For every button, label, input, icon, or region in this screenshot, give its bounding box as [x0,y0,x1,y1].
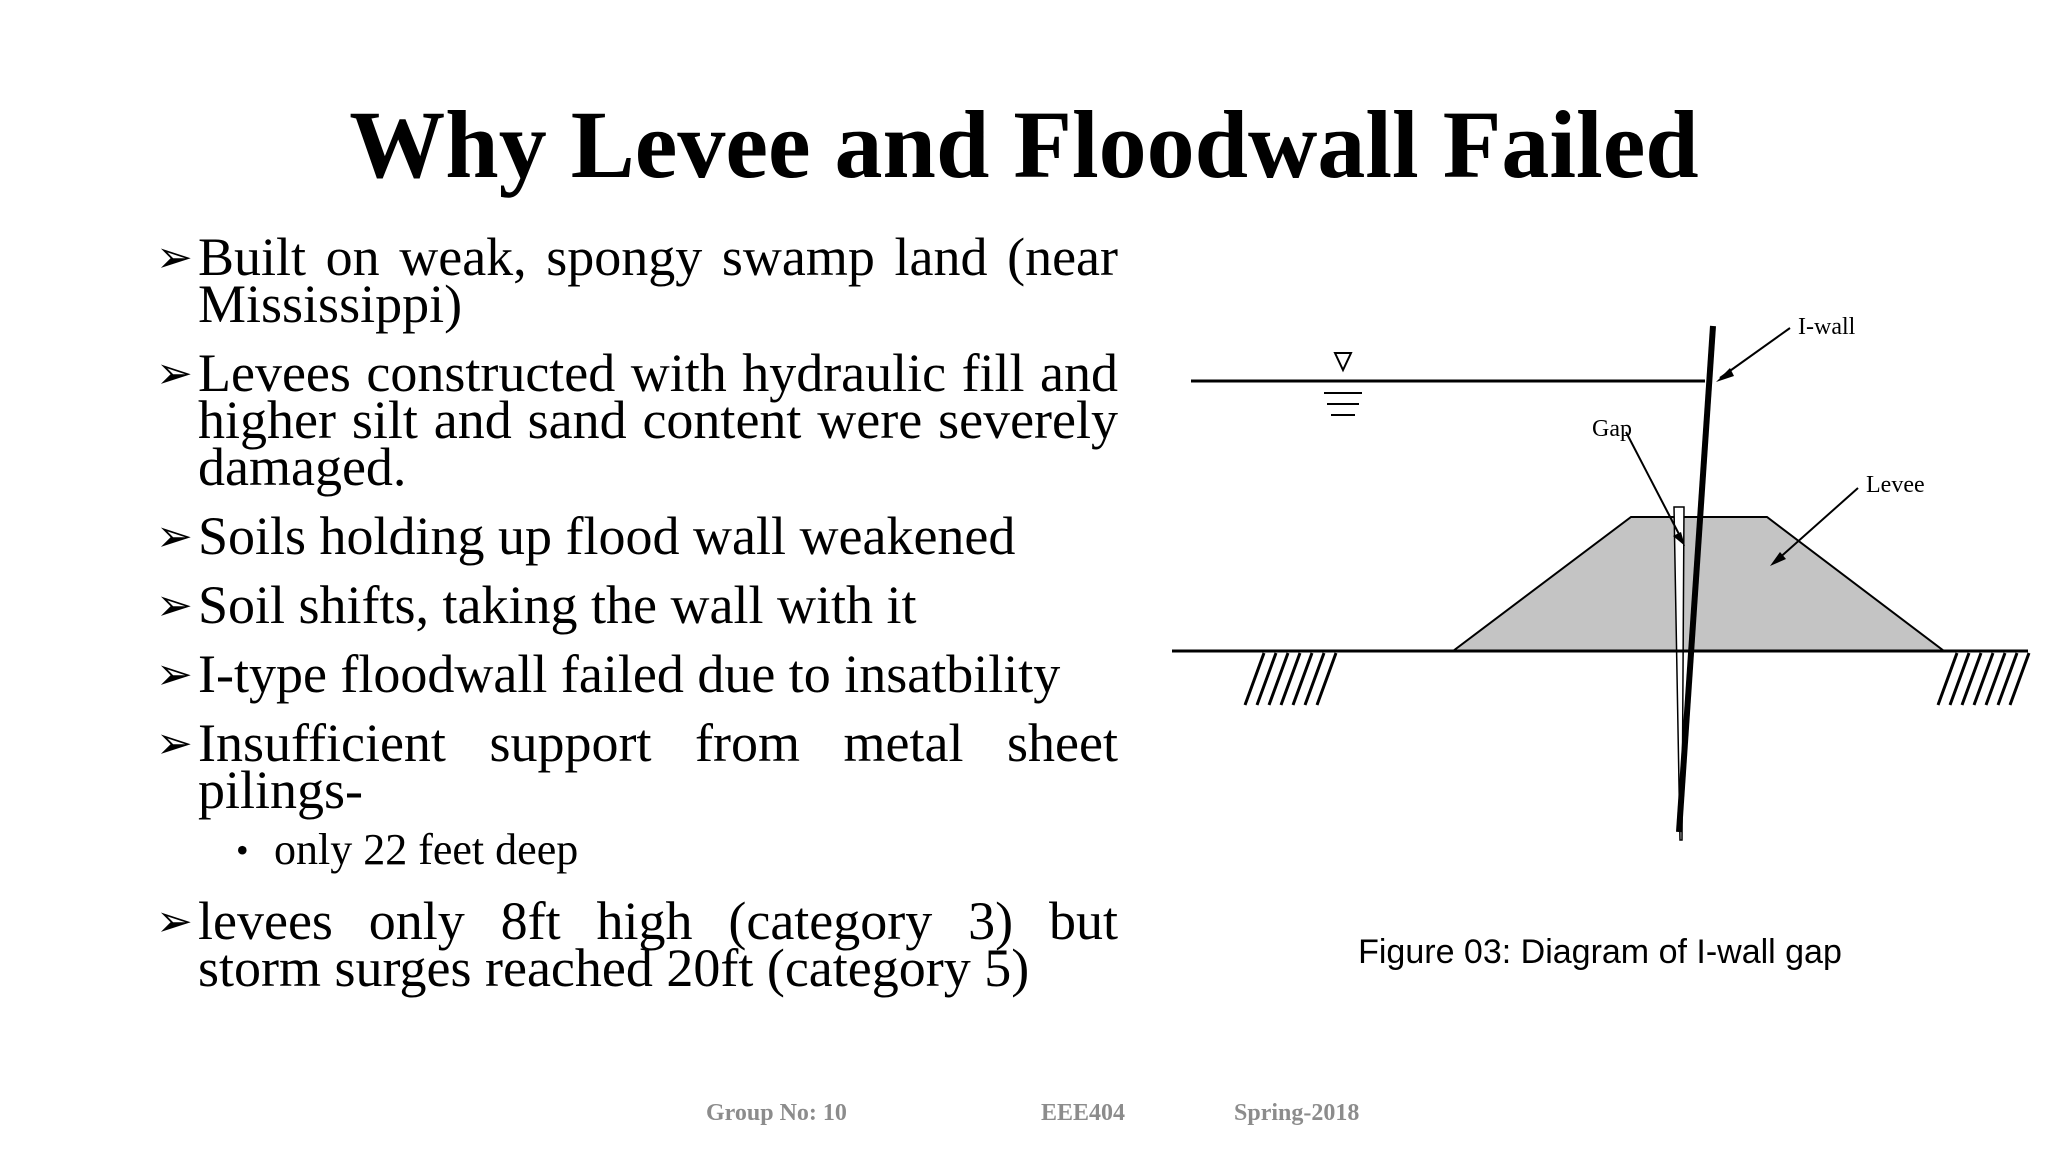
water-level-icon [1335,353,1351,370]
bullet-item [156,891,1118,998]
bullet-text: Soils holding up flood wall weakened [198,506,1016,566]
bullet-item [156,343,1118,497]
sub-bullet-item [198,822,1118,878]
levee-leader [1776,488,1858,561]
gap-label: Gap [1592,416,1632,442]
footer-course: EEE404 [1041,1100,1126,1126]
bullet-item [156,506,1118,566]
arrow-bullet-icon: ➢ [156,348,193,399]
arrow-bullet-icon: ➢ [156,232,193,283]
arrow-bullet-icon: ➢ [156,580,193,631]
soil-hatch-right [1938,653,2029,705]
bullet-item [156,713,1118,878]
bullet-list [156,227,1118,1014]
arrow-bullet-icon: ➢ [156,511,193,562]
sub-bullet-text: only 22 feet deep [274,825,579,874]
iwall-gap-diagram [1160,310,2040,850]
bullet-text: Built on weak, spongy swamp land (near Mississippi) [198,227,1118,334]
bullet-text: Soil shifts, taking the wall with it [198,575,917,635]
footer-term: Spring-2018 [1234,1100,1360,1126]
slide-title: Why Levee and Floodwall Failed [349,91,1699,198]
bullet-text: Levees constructed with hydraulic fill and higher silt and sand content were severely damaged. [198,343,1118,497]
dot-bullet-icon: • [236,830,249,870]
arrow-bullet-icon: ➢ [156,649,193,700]
footer-group: Group No: 10 [706,1100,847,1126]
sub-bullet-list [198,822,1118,878]
arrow-bullet-icon: ➢ [156,896,193,947]
levee-label: Levee [1866,472,1925,498]
bullet-item [156,227,1118,334]
figure-caption: Figure 03: Diagram of I-wall gap [1358,933,1842,971]
diagram-svg [1160,310,2040,850]
soil-hatch-left [1245,653,1336,705]
bullet-text: Insufficient support from metal sheet pilings- [198,713,1118,820]
bullet-text: levees only 8ft high (category 3) but storm surges reached 20ft (category 5) [198,891,1118,998]
bullet-item [156,575,1118,635]
arrow-bullet-icon: ➢ [156,718,193,769]
iwall-label: I-wall [1798,314,1856,340]
bullet-text: I-type floodwall failed due to insatbility [198,644,1061,704]
bullet-item [156,644,1118,704]
